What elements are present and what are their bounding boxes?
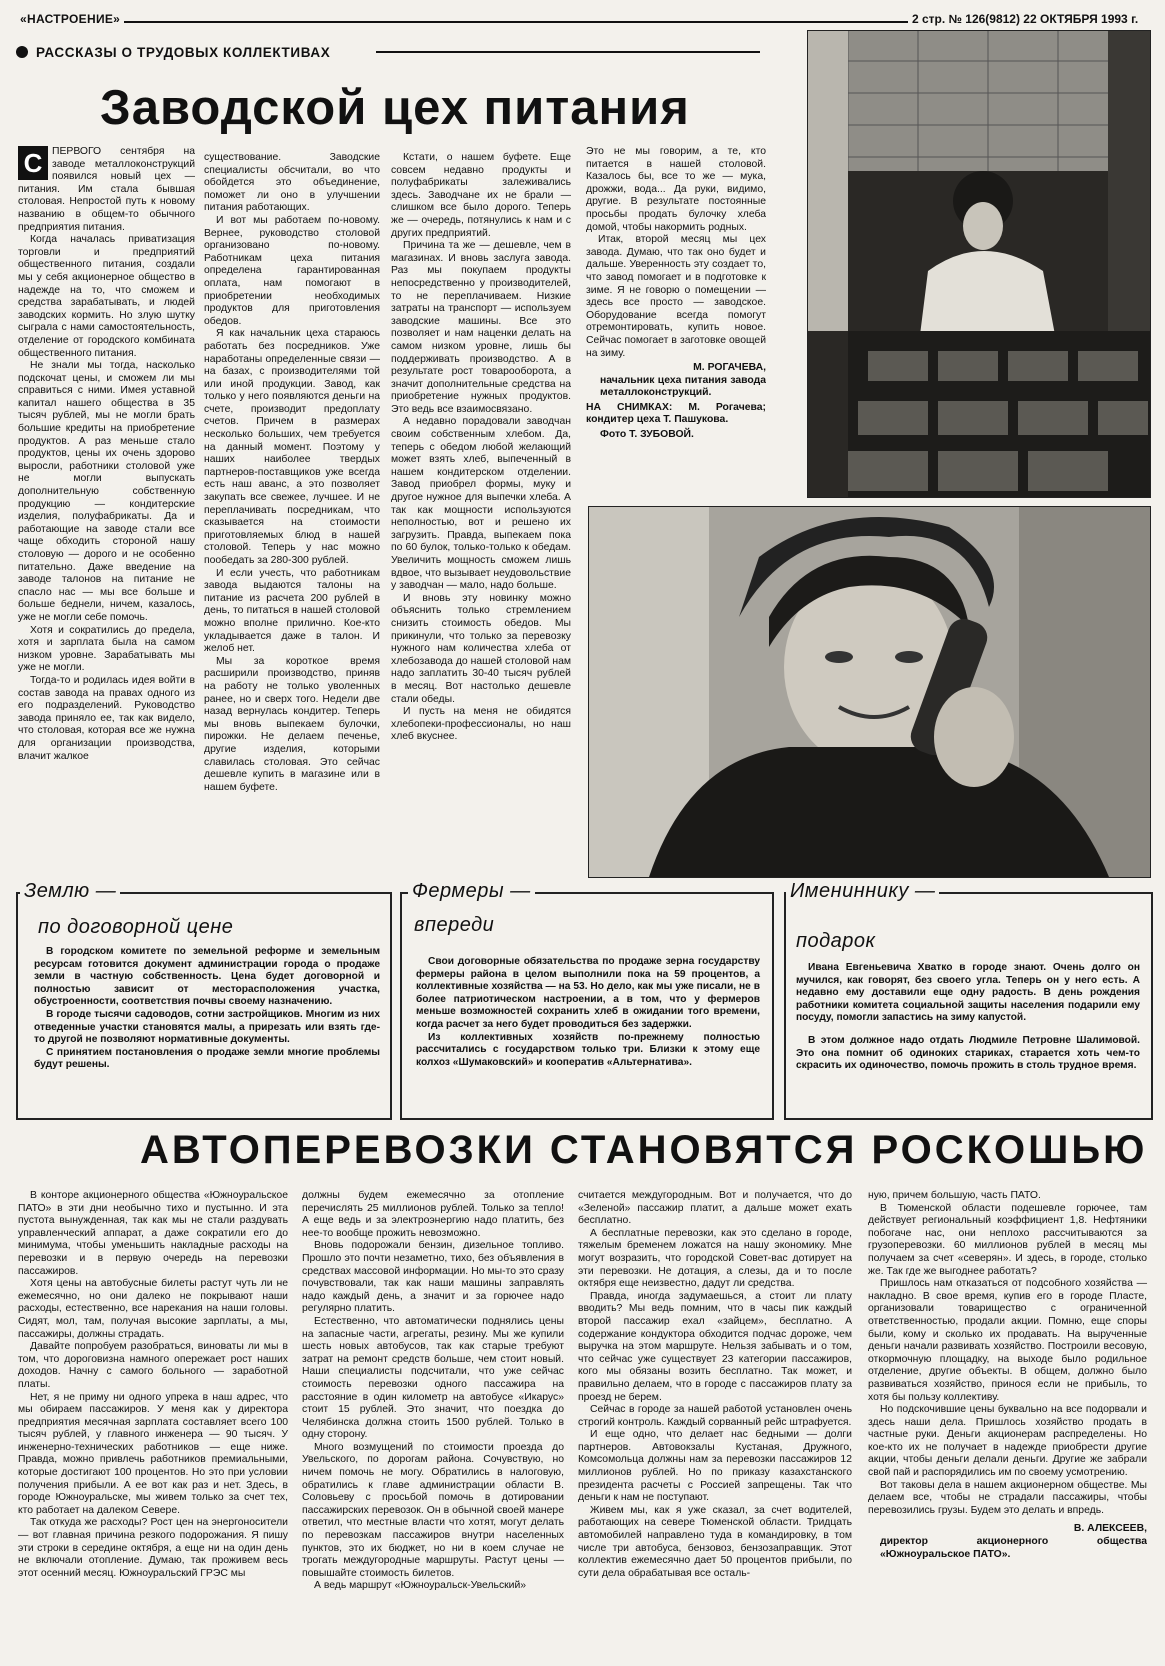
paragraph: А бесплатные перевозки, как это сделано в городе, тяжелым бременем ложатся на нашу экономику. Мне могут возразить, что городской Совет-вас дотирует на эти перевозки. Не дотация, а слезы, да и то после октября еще неизвестно, дадут ли средства. xyxy=(578,1227,852,1290)
paragraph: Правда, иногда задумаешься, а стоит ли плату вводить? Мы ведь помним, что в часы пик каждый второй пассажир ехал «зайцем», бесплатно. А содержание кондуктора обходится подчас дороже, чем выручка на этом маршруте. Нельзя забывать и о том, что сейчас уже существует 23 категории пассажиров, кого мы обязаны возить бесплатно. Так может, и правильно делаем, что в городе с пассажиров плату за проезд не берем. xyxy=(578,1290,852,1403)
paragraph: В городском комитете по земельной реформе и земельным ресурсам готовится документ администрации города о продаже земли в частную собственность. Цена будет договорной и полностью зависит от месторасположения участка, обустроенности, соответствия почвы своему назначению. xyxy=(34,946,380,1008)
paragraph: Хотя цены на автобусные билеты растут чуть ли не ежемесячно, но они далеко не покрывают наши расходы, естественно, все нарекания на наши головы. Сидят, мол, там, получая высокие зарплаты, а мы, пассажиры, должны страдать. xyxy=(18,1278,288,1340)
paragraph: И вновь эту новинку можно объяснить только стремлением снизить стоимость обедов. Мы прикинули, что только за перевозку нужного нам количества хлеба от хлебозавода до нашей столовой нам надо заплатить 30-40 тысяч рублей в месяц. Вот настолько дешевле стали обеды. xyxy=(391,592,571,705)
paragraph: Причина та же — дешевле, чем в магазинах. И вновь заслуга завода. Раз мы покупаем продукты непосредственно у производителей, то не переплачиваем. Низкие затраты на транспорт — используем заводские машины. Все это позволяет и нам наценки делать на самом низком уровне, лишь бы поддерживать производство. А в результате рост товарооборота, а значит дополнительные средства на приобретение нужных продуктов. Это ведь все взаимосвязано. xyxy=(391,240,571,415)
paragraph: И пусть на меня не обидятся хлебопеки-профессионалы, но наш хлеб вкуснее. xyxy=(391,706,571,743)
author-name: М. РОГАЧЕВА, xyxy=(693,362,766,374)
paragraph: Давайте попробуем разобраться, виноваты ли мы в том, что дороговизна намного опережает рост наших доходов. Начну с самого больного — заработной платы. xyxy=(18,1341,288,1390)
news-box-farmers xyxy=(400,880,774,1120)
paragraph: ПЕРВОГО сентября на заводе металлоконструкций появился новый цех — питания. Им стала бывшая столовая. Непростой путь к новому названию в общем-то обычного предприятия питания. xyxy=(18,146,195,233)
paragraph: Кстати, о нашем буфете. Еще совсем недавно продукты и полуфабрикаты залеживались здесь. Заводчане их не брали — слишком все было дорого. Теперь же — очередь, потянулись к нам и с других предприятий. xyxy=(391,152,571,239)
masthead-paper: «НАСТРОЕНИЕ» xyxy=(20,12,121,26)
article-column-4 xyxy=(586,146,766,502)
news-box-birthday xyxy=(784,880,1153,1120)
paragraph: Не знали мы тогда, насколько подскочат цены, и сможем ли мы справиться с ними. Имея уставной капитал нашего общества в 35 тысяч рублей, мы не могли брать большие кредиты на приобретение продуктов. А раз меньше стало продуктов, цены их очень здорово выросли, работники столовой уже не могли выпускать дополнительную собственную продукцию — кондитерские изделия, полуфабрикаты. Да и работающие на заводе стали все чаще обходить стороной нашу столовую — дорого и не особенно питательно. Даже введение на заводе талонов на питание не спасло нас — мы все больше и больше беднели, ничем, казалось, уже не могли себе помочь. xyxy=(18,360,195,623)
news-box-land xyxy=(16,880,392,1120)
rubric-rule xyxy=(376,51,760,53)
drop-cap: С xyxy=(18,146,48,180)
paragraph: Когда началась приватизация торговли и предприятий общественного питания, создали мы у себя акционерное общество в надежде на то, что сможем и средства зарабатывать, и людей заводских кормить. Но злую шутку сыграла с нами самостоятельность, отделение от городского комбината общественного питания. xyxy=(18,234,195,359)
paragraph: Из коллективных хозяйств по-прежнему полностью рассчитались с государством только три. Близки к этому еще колхоз «Шумаковский» и кооператив «Альтернатива». xyxy=(416,1031,760,1068)
box-title: Фермеры — xyxy=(408,880,535,903)
paragraph: Тогда-то и родилась идея войти в состав завода на правах одного из его подразделений. Руководство завода приняло ее, так как видело, что столовая, которая все же нужна для организации производства, влачит жалкое xyxy=(18,674,195,762)
photo-kitchen xyxy=(807,30,1151,498)
bullet-icon xyxy=(16,46,28,58)
paragraph: Но подскочившие цены буквально на все подорвали и здесь наши дела. Пришлось хозяйство продать в частные руки. Деньги акционерам распределены. Но кое-кто их не получает в надежде приобрести другие акции, чтобы деньги делали деньги. Другие же забрали свой пай и распорядились им по своему усмотрению. xyxy=(868,1404,1147,1479)
paragraph: В этом должное надо отдать Людмиле Петровне Шалимовой. Это она помнит об одиноких стариках, старается хоть чем-то скрасить их одиночество, помочь прожить в столь трудное время. xyxy=(796,1034,1140,1072)
article-column-3 xyxy=(391,152,571,876)
box-subtitle: по договорной цене xyxy=(38,916,234,938)
box-title: Имениннику — xyxy=(786,880,939,903)
article-column-1 xyxy=(18,146,195,876)
paragraph: И вот мы работаем по-новому. Вернее, руководство столовой организовано по-новому. Работникам цеха питания определена гарантированная оплата, нам помогают в приобретении необходимых продуктов для приготовления обедов. xyxy=(204,214,380,327)
rubric-label: РАССКАЗЫ О ТРУДОВЫХ КОЛЛЕКТИВАХ xyxy=(36,44,331,60)
box-subtitle: впереди xyxy=(414,914,495,936)
photo-credit: Фото Т. ЗУБОВОЙ. xyxy=(600,429,694,441)
paragraph: Нет, я не приму ни одного упрека в наш адрес, что мы обираем пассажиров. У меня как у директора предприятия месячная зарплата составляет всего 100 тысяч рублей, у главного инженера — 90 тысяч. У инженерно-технических работников — еще ниже. Правда, можно привлечь работников премиальными, которые достигают 100 процентов. Но это при условии получения прибыли. А ее вот как раз и нет. Здесь, в городе Южноуральске, мы живем только за счет тех, кто работает на далеком Севере. xyxy=(18,1391,288,1516)
masthead-issue: 2 стр. № 126(9812) 22 ОКТЯБРЯ 1993 г. xyxy=(912,12,1139,26)
paragraph: Пришлось нам отказаться от подсобного хозяйства — накладно. В свое время, купив его в городе Пласте, организовали товарищество с ограниченной ответственностью, продали акции. Помню, еще споры были, кому и сколько их продавать. На вырученные деньги начали развивать хозяйство. Построили весовую, откормочную площадку, на выходе было родильное отделение, другие объекты. В общем, должно было развиваться хозяйство, принося если не прибыль, то хотя бы пользу коллективу. xyxy=(868,1278,1147,1403)
paragraph: Это не мы говорим, а те, кто питается в нашей столовой. Казалось бы, все то же — мука, дрожжи, вода... Да руки, видимо, другие. В результате постоянные просьбы продать булочку хлеба домой, чтобы накормить родных. xyxy=(586,146,766,233)
masthead-rule xyxy=(124,21,908,23)
paragraph: Много возмущений по стоимости проезда до Увельского, по дорогам района. Сочувствую, но ничем помочь не могу. Обратились в налоговую, обратились к главе администрации области В. Соловьеву с просьбой помочь в дотировании пассажирских перевозок. Он в обычной своей манере ответил, что местные власти что хотят, могут делать по перевозкам пассажиров внутри населенных пунктов, это их бюджет, но ни в коем случае не трогать междугородные маршруты. Растут цены — повышайте стоимость билетов. xyxy=(302,1441,564,1579)
paragraph: Ивана Евгеньевича Хватко в городе знают. Очень долго он мучился, как говорят, без своего угла. Теперь он у него есть. А недавно ему доставили еще одну радость. В день рождения работники комитета социальной защиты населения подарили ему посуду, помогли запастись на зиму капустой. xyxy=(796,962,1140,1024)
article2-column-4 xyxy=(868,1190,1147,1662)
paragraph: Я как начальник цеха стараюсь работать без посредников. Уже наработаны определенные связи — на базах, с производителями той или иной продукции. Завод, как только у него появляются деньги на счете, производит предоплату счетов. Причем в размерах несколько больших, чем требуется на данный момент. Поэтому у наших наиболее твердых партнеров-поставщиков уже всегда есть наш аванс, а это позволяет закупать все свежее, лучшее. И не переплачивать посредникам, что сказывается на стоимости приготовляемых блюд в нашей столовой. Теперь у нас можно пообедать за 280-300 рублей. xyxy=(204,328,380,566)
box-subtitle: подарок xyxy=(796,930,876,952)
paragraph: А недавно порадовали заводчан своим собственным хлебом. Да, теперь с обедом любой желающий может взять хлеб, выпеченный в нашем кондитерском отделении. Завод приобрел формы, муку и другое нужное для выпечки хлеба. А так как мощности используются неполностью, вот и решено их загрузить. Правда, выпекаем пока по 60 булок, только-только к обедам. Увеличить мощность сможем лишь вдвое, что вызывает неудовольствие у заводчан — мало, надо больше. xyxy=(391,416,571,592)
article2-column-2 xyxy=(302,1190,564,1662)
paragraph xyxy=(796,1025,1140,1035)
paragraph: И еще одно, что делает нас бедными — долги партнеров. Автовокзалы Кустаная, Дружного, Комсомольца должны нам за перевозки пассажиров 12 миллионов рублей. Но по приказу казахстанского президента расчеты с Россией запрещены. Так что деньги к нам не поступают. xyxy=(578,1429,852,1504)
paragraph: Естественно, что автоматически поднялись цены на запасные части, агрегаты, резину. Мы же купили шесть новых автобусов, так как старые требуют затрат на ремонт средств больше, чем стоит новый. Наши специалисты подсчитали, что уже сейчас стоимость перевозки одного пассажира на расстояние в один километр на автобусе «Икарус» стоит 15 рублей. Это значит, что поездка до Челябинска должна стоить 1500 рублей. Только в одну сторону. xyxy=(302,1315,564,1441)
article-column-2 xyxy=(204,152,380,876)
kitchen-photo-illustration xyxy=(808,31,1150,497)
paragraph: В городе тысячи садоводов, сотни застройщиков. Многим из них отведенные участки становятся малы, а прирезать или взять где-то другой не позволяют нормативные документы. xyxy=(34,1008,380,1046)
paragraph: И если учесть, что работникам завода выдаются талоны на питание из расчета 200 рублей в день, то питаться в нашей столовой можно вполне прилично. Кое-кто укладывается даже в талон. И желоб нет. xyxy=(204,567,380,655)
photo-portrait xyxy=(588,506,1151,878)
box-title: Землю — xyxy=(20,880,120,903)
paragraph: В конторе акционерного общества «Южноуральское ПАТО» в эти дни необычно тихо и пустынно. И эта пустота вынужденная, так как мы не стали раздувать управленческий аппарат, а даже сократили его до минимума, чтобы уменьшить накладные расходы на перевозки и в первую очередь на перевозки пассажиров. xyxy=(18,1190,288,1277)
box-text xyxy=(796,962,1140,1073)
paragraph: ную, причем большую, часть ПАТО. xyxy=(868,1190,1041,1201)
paragraph: В Тюменской области подешевле горючее, там действует региональный коэффициент 1,8. Нефтяники побогаче нас, они неплохо рассчитываются за грузоперевозки. 60 миллионов рублей в месяц мы получаем за счет «северян». И здесь, в городе, столько же. Так где же выгоднее работать? xyxy=(868,1202,1147,1277)
paragraph: Так откуда же расходы? Рост цен на энергоносители — вот главная причина резкого подорожания. Я пишу эти строки в середине октября, а еще ни на один день не включали отопление. Думаю, так проживем весь этот осенний месяц. Южноуральский ГРЭС мы xyxy=(18,1517,288,1579)
box-text xyxy=(416,956,760,1069)
paragraph: Мы за короткое время расширили производство, приняв на работу не только уволенных ранее, но и сверх того. Недели две назад вернулась кондитер. Теперь мы вновь выпекаем булочки, пирожки. Не делаем печенье, другие изделия, которыми славилась столовая. Это сейчас дешевле купить в магазине или в нашем буфете. xyxy=(204,655,380,793)
paragraph: должны будем ежемесячно за отопление перечислять 25 миллионов рублей. Только за тепло! А еще ведь и за электроэнергию надо платить, без нее-то вообще прожить невозможно. xyxy=(302,1190,564,1239)
paragraph: Итак, второй месяц мы цех завода. Думаю, что так оно будет и дальше. Уверенность эту создает то, что завод помогает и в подготовке к зиме. Я не говорю о помещении — здесь все просто — заводское. Оборудование всегда помогут отремонтировать, купить новое. Сейчас помогает в заготовке овощей на зиму. xyxy=(586,234,766,359)
paragraph: С принятием постановления о продаже земли многие проблемы будут решены. xyxy=(34,1046,380,1071)
article-title: Заводской цех питания xyxy=(100,81,690,135)
paragraph: Сейчас в городе за нашей работой установлен очень строгий контроль. Каждый сорванный рейс штрафуется. xyxy=(578,1404,852,1428)
paragraph: Хотя и сократились до предела, хотя и зарплата была на самом низком уровне. Зарабатывать мы уже не могли. xyxy=(18,624,195,674)
author-role: директор акционерного общества «Южноуральское ПАТО». xyxy=(880,1536,1147,1560)
article2-column-1 xyxy=(18,1190,288,1662)
paragraph: А ведь маршрут «Южноуральск-Увельский» xyxy=(314,1580,527,1592)
photo-caption: НА СНИМКАХ: М. Рогачева; кондитер цеха Т. Пашукова. xyxy=(586,401,766,426)
portrait-photo-illustration xyxy=(589,507,1150,877)
paragraph: считается междугородным. Вот и получается, что до «Зеленой» пассажир платит, а дальше может ехать бесплатно. xyxy=(578,1190,852,1227)
paragraph: Свои договорные обязательства по продаже зерна государству фермеры района в целом выполнили пока на 59 процентов, а коллективные хозяйства — на 53. Но дело, как мы уже писали, не в более патриотическом настроении, а в том, что у фермеров меньше возможностей сохранить хлеб в ожидании того времени, когда расчет за него будет проводиться без задержки. xyxy=(416,956,760,1030)
article2-column-3 xyxy=(578,1190,852,1662)
paragraph: существование. Заводские специалисты обсчитали, во что обойдется это объединение, поможет ли оно в улучшении питания работающих. xyxy=(204,152,380,214)
paragraph: Вот таковы дела в нашем акционерном обществе. Мы делаем все, чтобы не страдали пассажиры, чтобы перевозились грузы. Будем это делать и впредь. xyxy=(868,1479,1147,1516)
author-name: В. АЛЕКСЕЕВ, xyxy=(1073,1523,1147,1535)
box-text xyxy=(34,946,380,1072)
paragraph: Вновь подорожали бензин, дизельное топливо. Прошло это почти незаметно, тихо, без объявления в средствах массовой информации. Но мы-то это сразу почувствовали, так как наши машины заправлять надо каждый день, а значит и за горючее надо регулярно платить. xyxy=(302,1240,564,1315)
paragraph: Живем мы, как я уже сказал, за счет водителей, работающих на севере Тюменской области. Тридцать автомобилей направлено туда в командировку, в том числе три автобуса, бензовоз, бензозаправщик. Этот коллектив ежемесячно дает 50 процентов прибыли, по сути дела обрабатывая все осталь- xyxy=(578,1504,852,1579)
author-role: начальник цеха питания завода металлоконструкций. xyxy=(600,374,766,399)
article-title-2: АВТОПЕРЕВОЗКИ СТАНОВЯТСЯ РОСКОШЬЮ xyxy=(140,1128,1148,1172)
